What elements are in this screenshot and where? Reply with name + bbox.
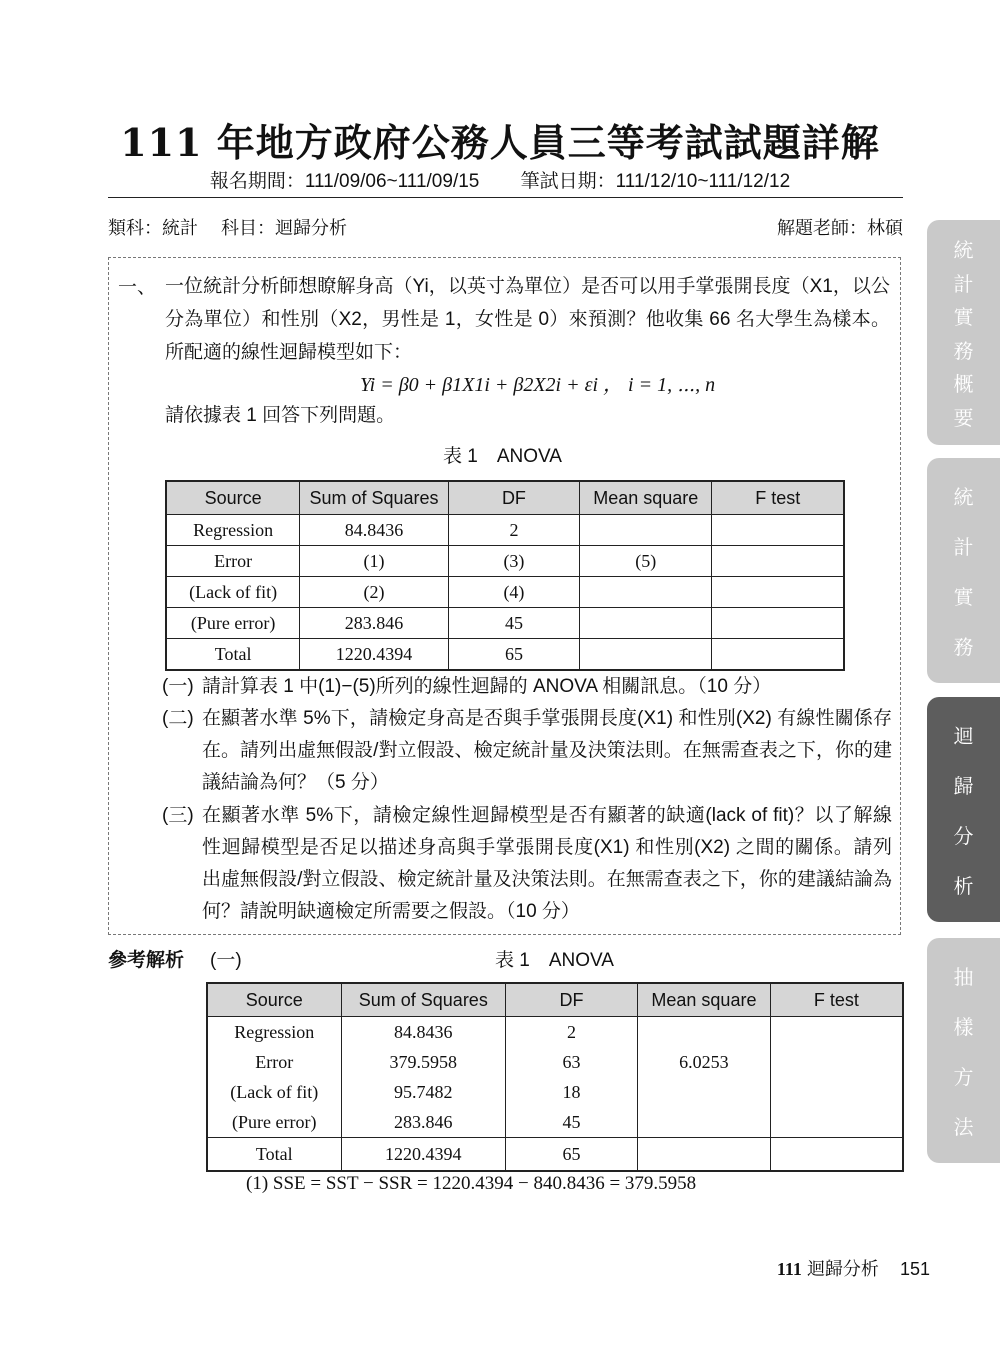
side-tab-char: 計 [953, 273, 974, 296]
table-cell: 63 [506, 1047, 638, 1077]
side-tab-char: 樣 [953, 1016, 974, 1039]
table-cell [580, 608, 712, 639]
side-tab-char: 分 [953, 826, 974, 849]
table-header: F test [770, 983, 903, 1017]
answer-sub-number: (一) [210, 950, 242, 971]
table-cell: 65 [506, 1138, 638, 1172]
table-row [166, 577, 844, 608]
table-cell: (Lack of fit) [207, 1077, 341, 1107]
table-cell: (1) [300, 546, 449, 577]
side-tab-char: 方 [953, 1067, 974, 1090]
table-cell: (Pure error) [166, 608, 300, 639]
table-cell: 283.846 [300, 608, 449, 639]
table-header: Sum of Squares [341, 983, 506, 1017]
registration-period: 報名期間：111/09/06~111/09/15 [209, 171, 480, 192]
table-cell: 379.5958 [341, 1047, 506, 1077]
table-cell [770, 1017, 903, 1048]
table-cell: 84.8436 [300, 515, 449, 546]
table-cell: 283.846 [341, 1107, 506, 1138]
table-cell: (Pure error) [207, 1107, 341, 1138]
table-header: DF [506, 983, 638, 1017]
table-cell [770, 1138, 903, 1172]
header-rule [108, 197, 903, 198]
side-tab-stat-practice[interactable] [927, 458, 1000, 683]
table-cell [712, 608, 844, 639]
table-cell [712, 639, 844, 671]
table-row [166, 608, 844, 639]
table-cell: 45 [506, 1107, 638, 1138]
side-tab-stat-practice-overview[interactable] [927, 220, 1000, 445]
table-cell [770, 1077, 903, 1107]
table-header: DF [448, 481, 579, 515]
table-cell: 1220.4394 [300, 639, 449, 671]
table-row [207, 1107, 903, 1138]
table-cell: Error [166, 546, 300, 577]
side-tab-char: 迴 [953, 725, 974, 748]
subject: 科目：迴歸分析 [221, 218, 348, 238]
side-tab-char: 實 [953, 307, 974, 330]
table-cell [580, 577, 712, 608]
sse-calculation: (1) SSE = SST − SSR = 1220.4394 − 840.8436 = 379.5958 [246, 1173, 697, 1194]
question-number: 一、 [118, 277, 157, 298]
answer-label: 參考解析 [108, 950, 185, 971]
table-cell: (5) [580, 546, 712, 577]
exam-date: 筆試日期：111/12/10~111/12/12 [520, 171, 791, 192]
anova-table-answer [206, 982, 904, 1172]
side-tab-char: 法 [953, 1117, 974, 1140]
exam-meta [108, 214, 365, 240]
side-tab-char: 抽 [953, 966, 974, 989]
side-tab-char: 析 [953, 876, 974, 899]
side-tab-char: 要 [953, 407, 974, 430]
question-instruction: 請依據表 1 回答下列問題。 [165, 405, 396, 426]
table-cell [712, 546, 844, 577]
table-row [166, 546, 844, 577]
side-tab-char: 歸 [953, 775, 974, 798]
table-row [207, 1077, 903, 1107]
table-cell [580, 639, 712, 671]
table-cell [770, 1047, 903, 1077]
table-cell: 2 [448, 515, 579, 546]
table-cell [638, 1077, 771, 1107]
table2-caption: 表 1 ANOVA [495, 950, 614, 971]
side-tab-char: 務 [953, 637, 974, 660]
table-cell: 6.0253 [638, 1047, 771, 1077]
table-cell: (2) [300, 577, 449, 608]
table-row [207, 1017, 903, 1048]
table-cell: (4) [448, 577, 579, 608]
table-cell: Regression [166, 515, 300, 546]
table-cell: 18 [506, 1077, 638, 1107]
table-cell: Total [207, 1138, 341, 1172]
table-cell [638, 1017, 771, 1048]
sub-question-3: (三) 在顯著水準 5%下，請檢定線性迴歸模型是否有顯著的缺適(lack of fit)？以了解線性迴歸模型是否足以描述身高與手掌張開長度(X1) 和性別(X2) 之間的關係。請列出虛無假設/對立假設、檢定統計量及決策法則。在無需查表之下，你的建議結論為何？請說明缺適檢定所需要之假設。（10 分） [162, 805, 892, 922]
table-cell: 95.7482 [341, 1077, 506, 1107]
table-cell [638, 1138, 771, 1172]
side-tab-char: 統 [953, 240, 974, 263]
side-tab-char: 統 [953, 486, 974, 509]
table-row [207, 1138, 903, 1172]
footer-subject: 迴歸分析 [806, 1259, 879, 1279]
table-cell: (Lack of fit) [166, 577, 300, 608]
table-header: Mean square [638, 983, 771, 1017]
exam-dates [0, 166, 1000, 193]
table-row [207, 1047, 903, 1077]
page-title: 111 年地方政府公務人員三等考試試題詳解 [120, 120, 880, 165]
table-header: Source [166, 481, 300, 515]
table-cell: Error [207, 1047, 341, 1077]
table-cell [638, 1107, 771, 1138]
teacher: 解題老師：林碩 [777, 218, 903, 238]
table-header: F test [712, 481, 844, 515]
table-header: Sum of Squares [300, 481, 449, 515]
table-cell: (3) [448, 546, 579, 577]
table-cell: 65 [448, 639, 579, 671]
table-cell: 45 [448, 608, 579, 639]
table1-caption: 表 1 ANOVA [443, 446, 562, 467]
regression-formula: Yi = β0 + β1X1i + β2X2i + εi ， i = 1, ⋯, n [360, 374, 716, 396]
side-tab-char: 計 [953, 536, 974, 559]
table-cell: Regression [207, 1017, 341, 1048]
table-cell [712, 577, 844, 608]
page-number: 151 [899, 1259, 930, 1279]
table-cell: 84.8436 [341, 1017, 506, 1048]
table-cell: 2 [506, 1017, 638, 1048]
side-tab-char: 務 [953, 340, 974, 363]
table-row [166, 515, 844, 546]
question-paragraph: 一位統計分析師想瞭解身高（Yi，以英寸為單位）是否可以用手掌張開長度（X1，以公分為單位）和性別（X2，男性是 1，女性是 0）來預測？他收集 66 名大學生為樣本。所配適的線性迴歸模型如下： [165, 276, 890, 363]
side-tab-sampling[interactable] [927, 938, 1000, 1163]
side-tab-regression[interactable] [927, 697, 1000, 922]
sub-question-1: (一) 請計算表 1 中(1)−(5)所列的線性迴歸的 ANOVA 相關訊息。（10 分） [162, 676, 772, 697]
sub-question-2: (二) 在顯著水準 5%下，請檢定身高是否與手掌張開長度(X1) 和性別(X2) 有線性關係存在。請列出虛無假設/對立假設、檢定統計量及決策法則。在無需查表之下，你的建議結論為何？（5 分） [162, 708, 892, 793]
side-tab-char: 概 [953, 374, 974, 397]
anova-table-question [165, 480, 845, 671]
table-cell: 1220.4394 [341, 1138, 506, 1172]
table-cell: Total [166, 639, 300, 671]
table-cell [712, 515, 844, 546]
page-footer [777, 1255, 930, 1281]
table-row [166, 639, 844, 671]
table-cell [580, 515, 712, 546]
table-header: Mean square [580, 481, 712, 515]
table-header: Source [207, 983, 341, 1017]
footer-book: 111 [776, 1259, 802, 1279]
table-cell [770, 1107, 903, 1138]
category: 類科：統計 [108, 218, 198, 238]
side-tab-char: 實 [953, 587, 974, 610]
